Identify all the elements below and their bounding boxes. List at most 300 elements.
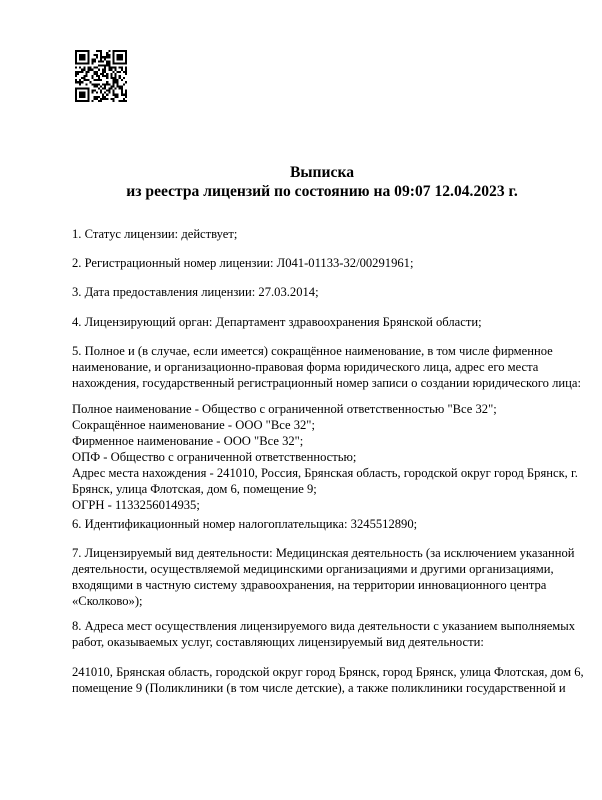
- qr-module: [106, 54, 108, 56]
- qr-module: [119, 58, 121, 60]
- qr-module: [102, 98, 104, 100]
- qr-module: [96, 92, 98, 94]
- qr-module: [119, 56, 121, 58]
- qr-module: [125, 92, 127, 94]
- document-header: [0, 163, 602, 201]
- qr-module: [112, 83, 114, 85]
- qr-module: [102, 73, 104, 75]
- qr-module: [108, 65, 110, 67]
- qr-module: [110, 98, 112, 100]
- qr-module: [121, 92, 123, 94]
- qr-module: [83, 92, 85, 94]
- qr-module: [98, 75, 100, 77]
- qr-module: [94, 83, 96, 85]
- qr-module: [125, 81, 127, 83]
- qr-module: [117, 81, 119, 83]
- qr-module: [79, 83, 81, 85]
- qr-module: [81, 50, 83, 52]
- qr-module: [106, 77, 108, 79]
- qr-module: [79, 67, 81, 69]
- qr-module: [79, 71, 81, 73]
- qr-module: [121, 50, 123, 52]
- qr-module: [100, 50, 102, 52]
- qr-module: [125, 90, 127, 92]
- qr-module: [94, 67, 96, 69]
- qr-module: [87, 56, 89, 58]
- qr-module: [98, 79, 100, 81]
- qr-module: [85, 71, 87, 73]
- licensed-activity-line: 7. Лицензируемый вид деятельности: Медицинская деятельность (за исключением указанной: [72, 546, 575, 560]
- qr-module: [108, 56, 110, 58]
- qr-module: [106, 65, 108, 67]
- qr-module: [83, 79, 85, 81]
- qr-module: [123, 71, 125, 73]
- qr-module: [117, 94, 119, 96]
- activity-addresses: [72, 664, 584, 696]
- qr-module: [102, 56, 104, 58]
- qr-code-image: [75, 50, 127, 102]
- qr-module: [77, 50, 79, 52]
- qr-module: [83, 94, 85, 96]
- ogrn-line: ОГРН - 1133256014935;: [72, 498, 200, 512]
- qr-module: [75, 73, 77, 75]
- qr-module: [104, 98, 106, 100]
- qr-module: [77, 73, 79, 75]
- qr-module: [96, 85, 98, 87]
- qr-module: [104, 92, 106, 94]
- qr-module: [125, 94, 127, 96]
- legal-form-line: ОПФ - Общество с ограниченной ответственностью;: [72, 450, 357, 464]
- qr-module: [81, 92, 83, 94]
- document-title: Выписка: [289, 164, 354, 181]
- qr-module: [102, 96, 104, 98]
- qr-module: [87, 69, 89, 71]
- qr-module: [87, 52, 89, 54]
- qr-module: [77, 81, 79, 83]
- qr-module: [79, 100, 81, 102]
- qr-module: [85, 50, 87, 52]
- qr-module: [77, 71, 79, 73]
- qr-module: [79, 62, 81, 64]
- legal-entity-heading-line: наименование, и организационно-правовая форма юридического лица, адрес его места: [72, 360, 539, 374]
- qr-module: [98, 87, 100, 89]
- qr-module: [92, 90, 94, 92]
- qr-module: [110, 77, 112, 79]
- qr-module: [87, 94, 89, 96]
- qr-module: [112, 100, 114, 102]
- qr-module: [92, 100, 94, 102]
- qr-module: [75, 56, 77, 58]
- qr-module: [85, 73, 87, 75]
- qr-module: [112, 81, 114, 83]
- qr-module: [92, 58, 94, 60]
- qr-module: [79, 94, 81, 96]
- qr-module: [102, 83, 104, 85]
- qr-module: [117, 85, 119, 87]
- qr-module: [92, 77, 94, 79]
- qr-module: [98, 83, 100, 85]
- full-name-line: Полное наименование - Общество с ограниченной ответственностью "Все 32";: [72, 402, 497, 416]
- address-line-cont: Брянск, улица Флотская, дом 6, помещение 9;: [72, 482, 317, 496]
- legal-entity-heading-line: 5. Полное и (в случае, если имеется) сокращённое наименование, в том числе фирменное: [72, 344, 553, 358]
- qr-module: [104, 85, 106, 87]
- qr-module: [81, 58, 83, 60]
- qr-module: [106, 62, 108, 64]
- qr-module: [106, 81, 108, 83]
- qr-module: [125, 58, 127, 60]
- qr-module: [100, 52, 102, 54]
- qr-module: [102, 71, 104, 73]
- qr-code: [75, 50, 127, 102]
- qr-module: [75, 60, 77, 62]
- qr-module: [123, 50, 125, 52]
- qr-module: [87, 67, 89, 69]
- qr-module: [110, 67, 112, 69]
- qr-module: [75, 67, 77, 69]
- qr-module: [100, 73, 102, 75]
- qr-module: [121, 94, 123, 96]
- inn-text: 6. Идентификационный номер налогоплательщика: 3245512890;: [72, 517, 418, 531]
- item-licensed-activity: [72, 545, 575, 609]
- qr-module: [98, 96, 100, 98]
- qr-module: [94, 96, 96, 98]
- legal-entity-details: [72, 401, 578, 513]
- qr-module: [121, 85, 123, 87]
- qr-module: [81, 54, 83, 56]
- qr-module: [121, 58, 123, 60]
- qr-module: [125, 100, 127, 102]
- qr-module: [108, 62, 110, 64]
- qr-module: [112, 54, 114, 56]
- qr-module: [117, 54, 119, 56]
- activity-address-line: помещение 9 (Поликлиники (в том числе детские), а также поликлиники государственной и: [72, 681, 566, 695]
- qr-module: [115, 81, 117, 83]
- qr-module: [125, 52, 127, 54]
- qr-module: [79, 54, 81, 56]
- qr-module: [94, 71, 96, 73]
- qr-module: [117, 96, 119, 98]
- qr-module: [119, 67, 121, 69]
- qr-module: [92, 62, 94, 64]
- qr-module: [83, 96, 85, 98]
- qr-module: [94, 85, 96, 87]
- licensed-activity-line: деятельности, осуществляемой медицинскими организациями и другими организациями,: [72, 562, 554, 576]
- qr-module: [119, 87, 121, 89]
- qr-module: [96, 71, 98, 73]
- qr-module: [121, 87, 123, 89]
- qr-module: [75, 58, 77, 60]
- qr-module: [115, 73, 117, 75]
- qr-module: [79, 96, 81, 98]
- qr-module: [117, 71, 119, 73]
- qr-module: [102, 87, 104, 89]
- qr-module: [83, 56, 85, 58]
- qr-module: [75, 62, 77, 64]
- qr-module: [96, 67, 98, 69]
- qr-module: [125, 71, 127, 73]
- activity-addresses-heading-line: 8. Адреса мест осуществления лицензируемого вида деятельности с указанием выполняемых: [72, 619, 576, 633]
- qr-module: [87, 71, 89, 73]
- qr-module: [75, 54, 77, 56]
- qr-module: [108, 83, 110, 85]
- qr-module: [121, 69, 123, 71]
- qr-module: [125, 50, 127, 52]
- qr-module: [112, 71, 114, 73]
- qr-module: [112, 77, 114, 79]
- qr-module: [87, 87, 89, 89]
- qr-module: [87, 58, 89, 60]
- qr-module: [75, 90, 77, 92]
- qr-module: [77, 87, 79, 89]
- qr-module: [96, 79, 98, 81]
- qr-module: [115, 87, 117, 89]
- qr-module: [98, 100, 100, 102]
- qr-module: [106, 75, 108, 77]
- qr-module: [94, 58, 96, 60]
- qr-module: [77, 62, 79, 64]
- qr-module: [85, 100, 87, 102]
- qr-module: [102, 69, 104, 71]
- qr-module: [77, 100, 79, 102]
- qr-module: [75, 52, 77, 54]
- qr-module: [102, 60, 104, 62]
- qr-module: [104, 69, 106, 71]
- qr-module: [112, 79, 114, 81]
- qr-module: [102, 94, 104, 96]
- qr-module: [100, 58, 102, 60]
- qr-module: [104, 83, 106, 85]
- qr-module: [92, 75, 94, 77]
- qr-module: [106, 73, 108, 75]
- item-issue-date: [72, 284, 550, 300]
- qr-module: [85, 62, 87, 64]
- qr-module: [104, 96, 106, 98]
- qr-module: [90, 67, 92, 69]
- qr-module: [121, 56, 123, 58]
- qr-module: [112, 85, 114, 87]
- qr-module: [110, 69, 112, 71]
- qr-module: [75, 96, 77, 98]
- qr-module: [98, 60, 100, 62]
- qr-module: [106, 52, 108, 54]
- qr-module: [92, 92, 94, 94]
- qr-module: [75, 92, 77, 94]
- qr-module: [87, 50, 89, 52]
- qr-module: [117, 79, 119, 81]
- qr-module: [123, 83, 125, 85]
- short-name-line: Сокращённое наименование - ООО "Все 32";: [72, 418, 315, 432]
- qr-module: [100, 98, 102, 100]
- qr-module: [104, 75, 106, 77]
- brand-name-line: Фирменное наименование - ООО "Все 32";: [72, 434, 304, 448]
- qr-module: [121, 79, 123, 81]
- qr-module: [96, 75, 98, 77]
- qr-module: [98, 69, 100, 71]
- qr-module: [81, 69, 83, 71]
- qr-module: [108, 50, 110, 52]
- qr-module: [102, 65, 104, 67]
- licensed-activity-line: «Сколково»);: [72, 594, 143, 608]
- item-licensing-authority: [72, 314, 550, 330]
- qr-module: [106, 60, 108, 62]
- qr-module: [100, 60, 102, 62]
- document-subtitle: из реестра лицензий по состоянию на 09:07 12.04.2023 г.: [126, 183, 518, 200]
- qr-module: [75, 71, 77, 73]
- qr-module: [125, 54, 127, 56]
- qr-module: [115, 79, 117, 81]
- qr-module: [121, 67, 123, 69]
- qr-module: [115, 75, 117, 77]
- qr-module: [102, 75, 104, 77]
- issue-date-text: 3. Дата предоставления лицензии: 27.03.2014;: [72, 285, 319, 299]
- qr-module: [85, 83, 87, 85]
- qr-module: [90, 69, 92, 71]
- item-legal-entity-heading: [72, 343, 581, 391]
- qr-module: [115, 67, 117, 69]
- qr-module: [96, 96, 98, 98]
- legal-entity-heading-line: нахождения, государственный регистрационный номер записи о создании юридического лица:: [72, 376, 581, 390]
- qr-module: [92, 60, 94, 62]
- qr-module: [123, 94, 125, 96]
- qr-module: [117, 56, 119, 58]
- qr-module: [112, 98, 114, 100]
- qr-module: [96, 54, 98, 56]
- qr-module: [119, 50, 121, 52]
- qr-module: [108, 54, 110, 56]
- qr-module: [123, 62, 125, 64]
- qr-module: [81, 96, 83, 98]
- qr-module: [87, 92, 89, 94]
- qr-module: [85, 79, 87, 81]
- qr-module: [119, 77, 121, 79]
- qr-module: [123, 98, 125, 100]
- qr-module: [83, 100, 85, 102]
- qr-module: [75, 98, 77, 100]
- qr-module: [108, 60, 110, 62]
- qr-module: [108, 69, 110, 71]
- qr-module: [119, 54, 121, 56]
- qr-module: [121, 90, 123, 92]
- qr-module: [100, 56, 102, 58]
- licensed-activity-line: входящими в частную систему здравоохранения, на территории инновационного центра: [72, 578, 547, 592]
- qr-module: [96, 73, 98, 75]
- address-line: Адрес места нахождения - 241010, Россия, Брянская область, городской округ город Брянск, г.: [72, 466, 578, 480]
- qr-module: [108, 67, 110, 69]
- qr-module: [108, 90, 110, 92]
- qr-module: [87, 98, 89, 100]
- qr-module: [79, 81, 81, 83]
- qr-module: [110, 85, 112, 87]
- qr-module: [94, 79, 96, 81]
- qr-module: [106, 83, 108, 85]
- qr-module: [81, 94, 83, 96]
- qr-module: [104, 71, 106, 73]
- qr-module: [81, 62, 83, 64]
- item-registration-number: [72, 255, 550, 271]
- qr-module: [119, 71, 121, 73]
- item-inn: [72, 516, 550, 532]
- qr-module: [100, 85, 102, 87]
- qr-module: [104, 87, 106, 89]
- qr-module: [83, 50, 85, 52]
- qr-module: [112, 67, 114, 69]
- qr-module: [83, 77, 85, 79]
- qr-module: [112, 90, 114, 92]
- qr-module: [119, 75, 121, 77]
- qr-module: [119, 100, 121, 102]
- qr-module: [112, 58, 114, 60]
- qr-module: [125, 69, 127, 71]
- qr-module: [81, 56, 83, 58]
- qr-module: [90, 81, 92, 83]
- qr-module: [75, 94, 77, 96]
- qr-module: [117, 83, 119, 85]
- qr-module: [96, 56, 98, 58]
- qr-module: [83, 62, 85, 64]
- qr-module: [119, 85, 121, 87]
- qr-module: [81, 100, 83, 102]
- qr-module: [96, 83, 98, 85]
- qr-module: [87, 60, 89, 62]
- qr-module: [87, 90, 89, 92]
- qr-module: [104, 67, 106, 69]
- qr-module: [100, 100, 102, 102]
- qr-module: [117, 50, 119, 52]
- qr-module: [125, 96, 127, 98]
- qr-module: [75, 87, 77, 89]
- qr-module: [123, 77, 125, 79]
- qr-module: [75, 75, 77, 77]
- qr-module: [75, 50, 77, 52]
- qr-module: [112, 94, 114, 96]
- qr-module: [125, 60, 127, 62]
- qr-module: [110, 73, 112, 75]
- qr-module: [94, 98, 96, 100]
- qr-module: [100, 54, 102, 56]
- qr-module: [125, 67, 127, 69]
- item-license-status: [72, 226, 550, 242]
- qr-module: [112, 60, 114, 62]
- qr-module: [75, 79, 77, 81]
- qr-module: [115, 50, 117, 52]
- qr-module: [81, 81, 83, 83]
- qr-module: [79, 79, 81, 81]
- qr-module: [83, 54, 85, 56]
- qr-module: [106, 98, 108, 100]
- activity-addresses-heading-line: работ, оказываемых услуг, составляющих лицензируемый вид деятельности:: [72, 635, 484, 649]
- qr-module: [112, 62, 114, 64]
- qr-module: [96, 98, 98, 100]
- qr-module: [110, 75, 112, 77]
- qr-module: [112, 92, 114, 94]
- qr-module: [125, 73, 127, 75]
- qr-module: [108, 87, 110, 89]
- qr-module: [106, 90, 108, 92]
- qr-module: [104, 65, 106, 67]
- qr-module: [79, 50, 81, 52]
- qr-module: [83, 87, 85, 89]
- qr-module: [98, 65, 100, 67]
- qr-module: [112, 50, 114, 52]
- qr-module: [94, 73, 96, 75]
- qr-module: [106, 94, 108, 96]
- qr-module: [125, 62, 127, 64]
- qr-module: [81, 71, 83, 73]
- qr-module: [79, 87, 81, 89]
- qr-module: [83, 58, 85, 60]
- qr-module: [100, 65, 102, 67]
- qr-module: [94, 54, 96, 56]
